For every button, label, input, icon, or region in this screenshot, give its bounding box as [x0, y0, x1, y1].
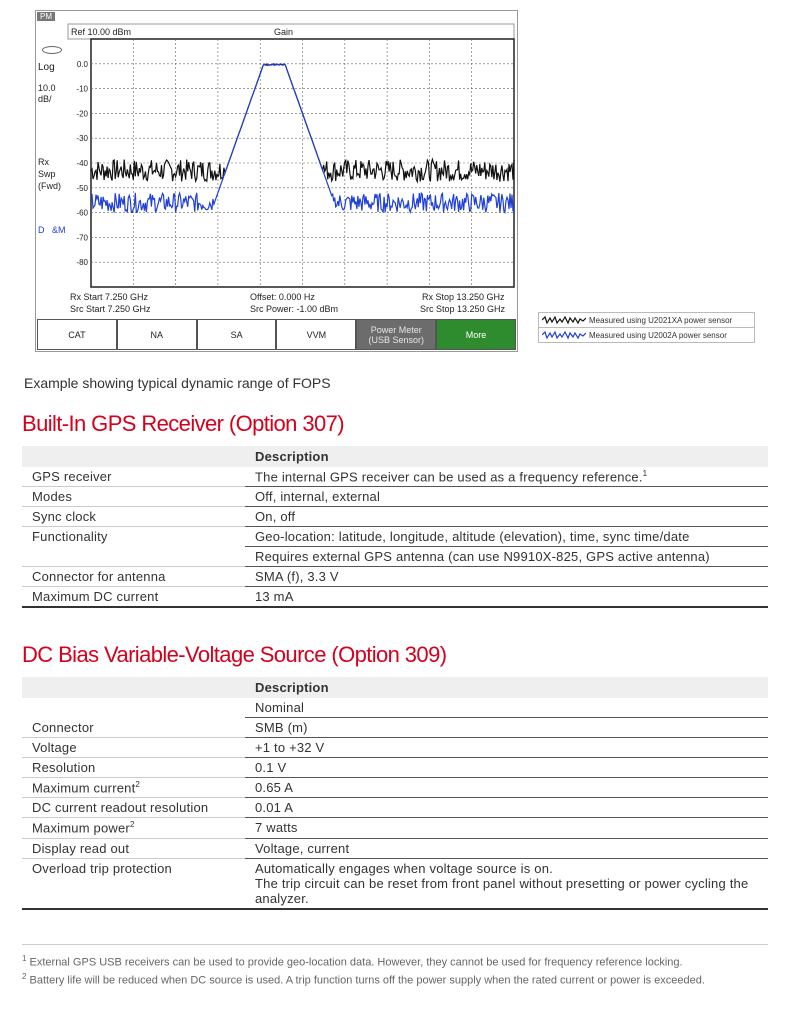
header-description: Description: [245, 446, 768, 467]
row-value: 0.1 V: [245, 758, 768, 778]
row-label: [22, 818, 245, 838]
y-tick-label: -20: [76, 109, 88, 119]
table-row: [22, 467, 768, 487]
row-value: 0.65 A: [245, 778, 768, 798]
spectrum-plot: [36, 11, 517, 319]
row-label: Maximum DC current: [22, 587, 245, 608]
marker-m-label: &M: [52, 225, 66, 235]
figure-caption: Example showing typical dynamic range of FOPS: [24, 375, 331, 391]
legend-item-blue: [539, 328, 754, 342]
row-label: Display read out: [22, 838, 245, 858]
row-label: Voltage: [22, 738, 245, 758]
row-label: [22, 547, 245, 567]
softkey-sa[interactable]: SA: [197, 319, 277, 350]
row-label: Connector for antenna: [22, 567, 245, 587]
row-label: Functionality: [32, 529, 108, 545]
gps-heading: Built-In GPS Receiver (Option 307): [22, 411, 344, 436]
rx-label: Rx: [38, 157, 49, 167]
table-row: [22, 547, 768, 567]
row-value: 0.01 A: [245, 798, 768, 818]
footnote-ref: 1: [642, 469, 648, 478]
y-tick-label: -70: [76, 233, 88, 243]
table-row: [22, 567, 768, 587]
row-value: +1 to +32 V: [245, 738, 768, 758]
rx-start: Rx Start 7.250 GHz: [70, 292, 149, 302]
table-row: [22, 527, 768, 547]
scale-value: 10.0: [38, 83, 56, 93]
header-empty: [22, 446, 245, 467]
legend-label-blue: Measured using U2002A power sensor: [589, 330, 727, 340]
row-value: SMB (m): [245, 718, 768, 738]
instrument-screen: [35, 10, 518, 352]
row-value: Requires external GPS antenna (can use N9910X-825, GPS active antenna): [245, 547, 768, 567]
table-row: [22, 718, 768, 738]
direction-label: (Fwd): [38, 181, 61, 191]
subheader-nominal: Nominal: [245, 698, 768, 718]
black-trace-swatch-icon: [542, 315, 586, 325]
table-subheader-row: [22, 698, 768, 718]
table-row: [22, 507, 768, 527]
rx-stop: Rx Stop 13.250 GHz: [422, 292, 505, 302]
table-header-row: [22, 677, 768, 698]
sweep-label: Swp: [38, 169, 56, 179]
row-label: Connector: [22, 718, 245, 738]
row-label: DC current readout resolution: [22, 798, 245, 818]
row-label: Overload trip protection: [22, 858, 245, 909]
footnote-number: 1: [22, 954, 27, 963]
softkey-power-meter-label: Power Meter: [370, 324, 422, 335]
footnote-number: 2: [22, 971, 27, 981]
row-value: [245, 467, 768, 487]
y-tick-label: -40: [76, 159, 88, 168]
softkey-bar: [37, 319, 516, 350]
table-row: [22, 778, 768, 798]
table-row: [22, 587, 768, 608]
mode-badge: PM: [37, 12, 55, 21]
footnote-text: External GPS USB receivers can be used to provide geo-location data. However, they cannot be used for frequency reference locking.: [29, 956, 683, 969]
row-label-text: Maximum power: [32, 820, 130, 836]
y-tick-label: -10: [76, 84, 88, 94]
scale-log: Log: [38, 62, 55, 73]
title-bar: [68, 24, 514, 39]
footnote-2: [22, 971, 768, 987]
row-value: Off, internal, external: [245, 487, 768, 507]
dc-bias-heading: DC Bias Variable-Voltage Source (Option 309): [22, 642, 447, 667]
table-header-row: [22, 446, 768, 467]
softkey-cat[interactable]: CAT: [37, 319, 117, 350]
legend-label-black: Measured using U2021XA power sensor: [589, 315, 733, 325]
row-value-text: The internal GPS receiver can be used as a frequency reference.: [255, 469, 643, 485]
row-label: GPS receiver: [22, 467, 245, 487]
header-empty: [22, 677, 245, 698]
gps-spec-table: [22, 446, 768, 608]
scale-unit: dB/: [38, 94, 52, 104]
softkey-more[interactable]: More: [436, 319, 516, 350]
legend-item-black: [539, 313, 754, 328]
blue-trace-swatch-icon: [542, 330, 586, 340]
row-value: On, off: [245, 507, 768, 527]
table-row: [22, 738, 768, 758]
chart-legend: [538, 312, 755, 343]
y-tick-label: -80: [76, 258, 88, 268]
footnote-ref: 2: [129, 820, 135, 830]
src-power-readout: Src Power: -1.00 dBm: [250, 304, 339, 314]
footnote-text: Battery life will be reduced when DC source is used. A trip function turns off the power supply when the rated current or power is exceeded.: [29, 974, 705, 987]
row-value: 13 mA: [245, 587, 768, 608]
trace-title: Gain: [274, 27, 294, 37]
marker-d-label: D: [38, 225, 45, 235]
y-tick-label: -60: [76, 208, 88, 218]
header-description: Description: [245, 677, 768, 698]
offset-readout: Offset: 0.000 Hz: [250, 292, 315, 302]
softkey-na[interactable]: NA: [117, 319, 197, 350]
table-row: [22, 798, 768, 818]
table-row: [22, 487, 768, 507]
dc-bias-spec-table: [22, 677, 768, 910]
softkey-vvm[interactable]: VVM: [276, 319, 356, 350]
softkey-power-meter-sub: (USB Sensor): [368, 334, 424, 345]
row-value: Geo-location: latitude, longitude, altitude (elevation), time, sync time/date: [245, 527, 768, 547]
table-row: [22, 838, 768, 858]
table-row: [22, 758, 768, 778]
ref-level: Ref 10.00 dBm: [71, 27, 132, 37]
src-stop: Src Stop 13.250 GHz: [420, 304, 506, 314]
row-label-text: Maximum current: [32, 780, 136, 796]
row-label: Sync clock: [22, 507, 245, 527]
footnote-ref: 2: [135, 780, 141, 789]
row-value: 7 watts: [245, 818, 768, 838]
row-value-line2: The trip circuit can be reset from front panel without presetting or power cycling the analyzer.: [255, 875, 749, 906]
row-label: [22, 778, 245, 798]
src-start: Src Start 7.250 GHz: [70, 304, 151, 314]
table-row: [22, 818, 768, 838]
row-value: [245, 858, 768, 909]
table-row: [22, 858, 768, 909]
row-value: SMA (f), 3.3 V: [245, 567, 768, 587]
y-tick-label: 0.0: [76, 59, 88, 69]
subheader-empty: [22, 698, 245, 718]
row-value-line1: Automatically engages when voltage source is on.: [255, 860, 553, 876]
row-value: Voltage, current: [245, 838, 768, 858]
row-label: Resolution: [22, 758, 245, 778]
row-label: Modes: [22, 487, 245, 507]
footnote-1: [22, 953, 768, 969]
y-tick-label: -30: [76, 134, 88, 144]
y-tick-label: -50: [76, 183, 88, 193]
softkey-power-meter[interactable]: [356, 319, 436, 350]
footnotes: [22, 944, 768, 988]
